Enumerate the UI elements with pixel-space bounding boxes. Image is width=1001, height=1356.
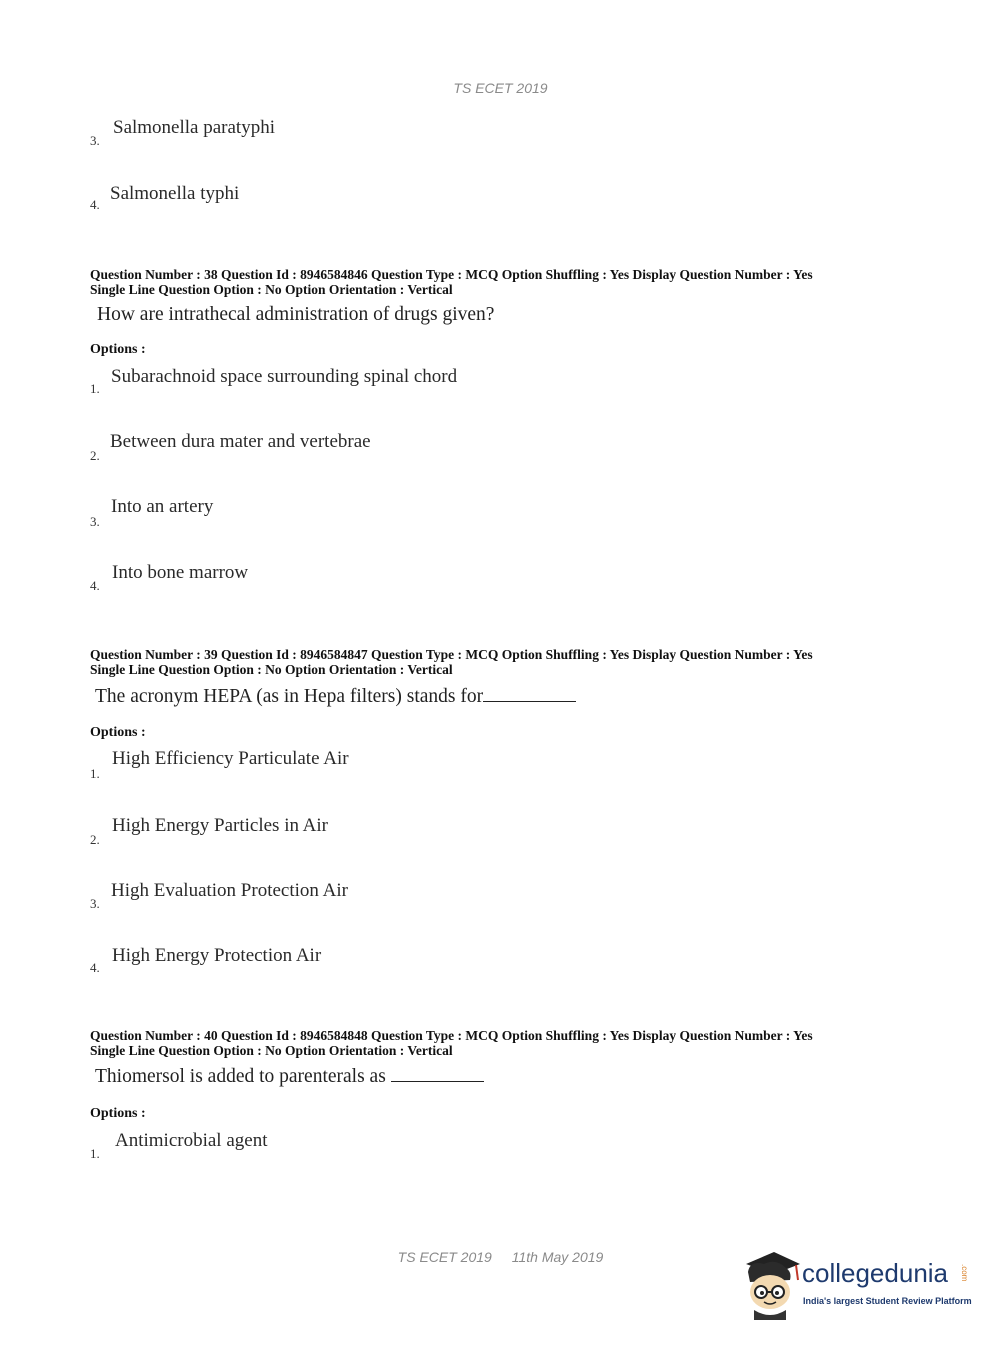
options-label: Options :: [90, 725, 146, 740]
footer-exam: TS ECET 2019: [397, 1249, 492, 1265]
page-header: TS ECET 2019: [453, 80, 548, 96]
question-text: How are intrathecal administration of drugs given?: [97, 304, 495, 325]
option-number: 3.: [90, 896, 100, 911]
option-number: 4.: [90, 960, 100, 975]
option-text: Antimicrobial agent: [115, 1130, 268, 1151]
option-text: Into an artery: [111, 496, 214, 517]
option-text: High Energy Particles in Air: [112, 815, 329, 836]
question-meta-line1: Question Number : 40 Question Id : 8946584848 Question Type : MCQ Option Shuffling : Yes Display Question Number : Yes: [90, 1028, 813, 1043]
option-number: 4.: [90, 197, 100, 212]
answer-blank: [391, 1067, 484, 1082]
question-text-content: Thiomersol is added to parenterals as: [95, 1066, 386, 1087]
option-text: Into bone marrow: [112, 562, 249, 583]
logo-suffix: .com: [960, 1264, 969, 1282]
option-number: 4.: [90, 578, 100, 593]
option-text: Salmonella paratyphi: [113, 117, 275, 138]
question-meta-line1: Question Number : 39 Question Id : 8946584847 Question Type : MCQ Option Shuffling : Yes Display Question Number : Yes: [90, 647, 813, 662]
mascot-icon: [740, 1250, 802, 1320]
question-text: [95, 1066, 484, 1088]
answer-blank: [483, 687, 576, 702]
logo-tagline: India's largest Student Review Platform: [803, 1296, 972, 1306]
question-text-content: The acronym HEPA (as in Hepa filters) stands for: [95, 686, 484, 707]
option-number: 3.: [90, 514, 100, 529]
option-text: High Efficiency Particulate Air: [112, 748, 349, 769]
question-meta-line2: Single Line Question Option : No Option Orientation : Vertical: [90, 1043, 453, 1058]
question-meta-line1: Question Number : 38 Question Id : 8946584846 Question Type : MCQ Option Shuffling : Yes Display Question Number : Yes: [90, 267, 813, 282]
options-label: Options :: [90, 1106, 146, 1121]
question-meta: [90, 1028, 813, 1058]
option-number: 2.: [90, 448, 100, 463]
footer-date: 11th May 2019: [511, 1249, 604, 1265]
question-meta: [90, 647, 813, 677]
question-text: [95, 686, 576, 708]
options-label: Options :: [90, 342, 146, 357]
logo-brand: collegedunia: [802, 1258, 949, 1288]
option-number: 1.: [90, 1146, 100, 1161]
option-number: 1.: [90, 766, 100, 781]
option-text: Salmonella typhi: [110, 183, 240, 204]
question-meta-line2: Single Line Question Option : No Option Orientation : Vertical: [90, 662, 453, 677]
option-text: High Energy Protection Air: [112, 945, 322, 966]
option-text: Subarachnoid space surrounding spinal chord: [111, 366, 458, 387]
option-text: Between dura mater and vertebrae: [110, 431, 371, 452]
question-meta-line2: Single Line Question Option : No Option Orientation : Vertical: [90, 282, 453, 297]
option-number: 2.: [90, 832, 100, 847]
option-number: 1.: [90, 381, 100, 396]
option-text: High Evaluation Protection Air: [111, 880, 348, 901]
collegedunia-logo: [740, 1250, 980, 1320]
option-number: 3.: [90, 133, 100, 148]
question-meta: [90, 267, 813, 297]
